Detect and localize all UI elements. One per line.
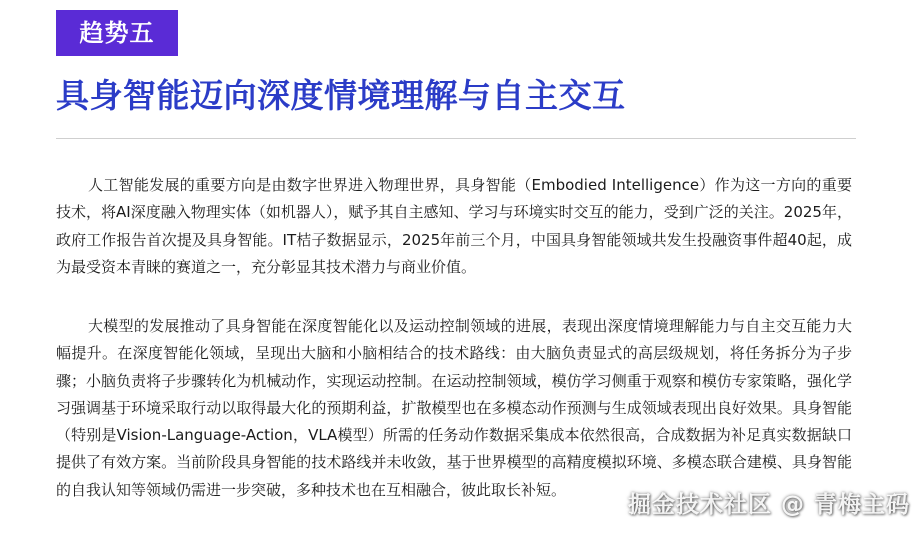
watermark: 掘金技术社区 @ 青梅主码 [627, 492, 910, 518]
page-title: 具身智能迈向深度情境理解与自主交互 [56, 76, 626, 115]
title-divider [56, 138, 856, 139]
body-paragraph-2: 大模型的发展推动了具身智能在深度智能化以及运动控制领域的进展，表现出深度情境理解能力与自主交互能力大幅提升。在深度智能化领域，呈现出大脑和小脑相结合的技术路线：由大脑负责显式的高层级规划，将任务拆分为子步骤；小脑负责将子步骤转化为机械动作，实现运动控制。在运动控制领域，模仿学习侧重于观察和模仿专家策略，强化学习强调基于环境采取行动以取得最大化的预期利益，扩散模型也在多模态动作预测与生成领域表现出良好效果。具身智能（特别是Vision-Language-Action，VLA模型）所需的任务动作数据采集成本依然很高，合成数据为补足真实数据缺口提供了有效方案。当前阶段具身智能的技术路线并未收敛，基于世界模型的高精度模拟环境、多模态联合建模、具身智能的自我认知等领域仍需进一步突破，多种技术也在互相融合，彼此取长补短。 [56, 317, 852, 499]
body-paragraph-1: 人工智能发展的重要方向是由数字世界进入物理世界，具身智能（Embodied Intelligence）作为这一方向的重要技术，将AI深度融入物理实体（如机器人），赋予其自主感知、学习与环境实时交互的能力，受到广泛的关注。2025年，政府工作报告首次提及具身智能。IT桔子数据显示，2025年前三个月，中国具身智能领域共发生投融资事件超40起，成为最受资本青睐的赛道之一，充分彰显其技术潜力与商业价值。 [56, 176, 852, 276]
section-badge: 趋势五 [56, 10, 178, 56]
